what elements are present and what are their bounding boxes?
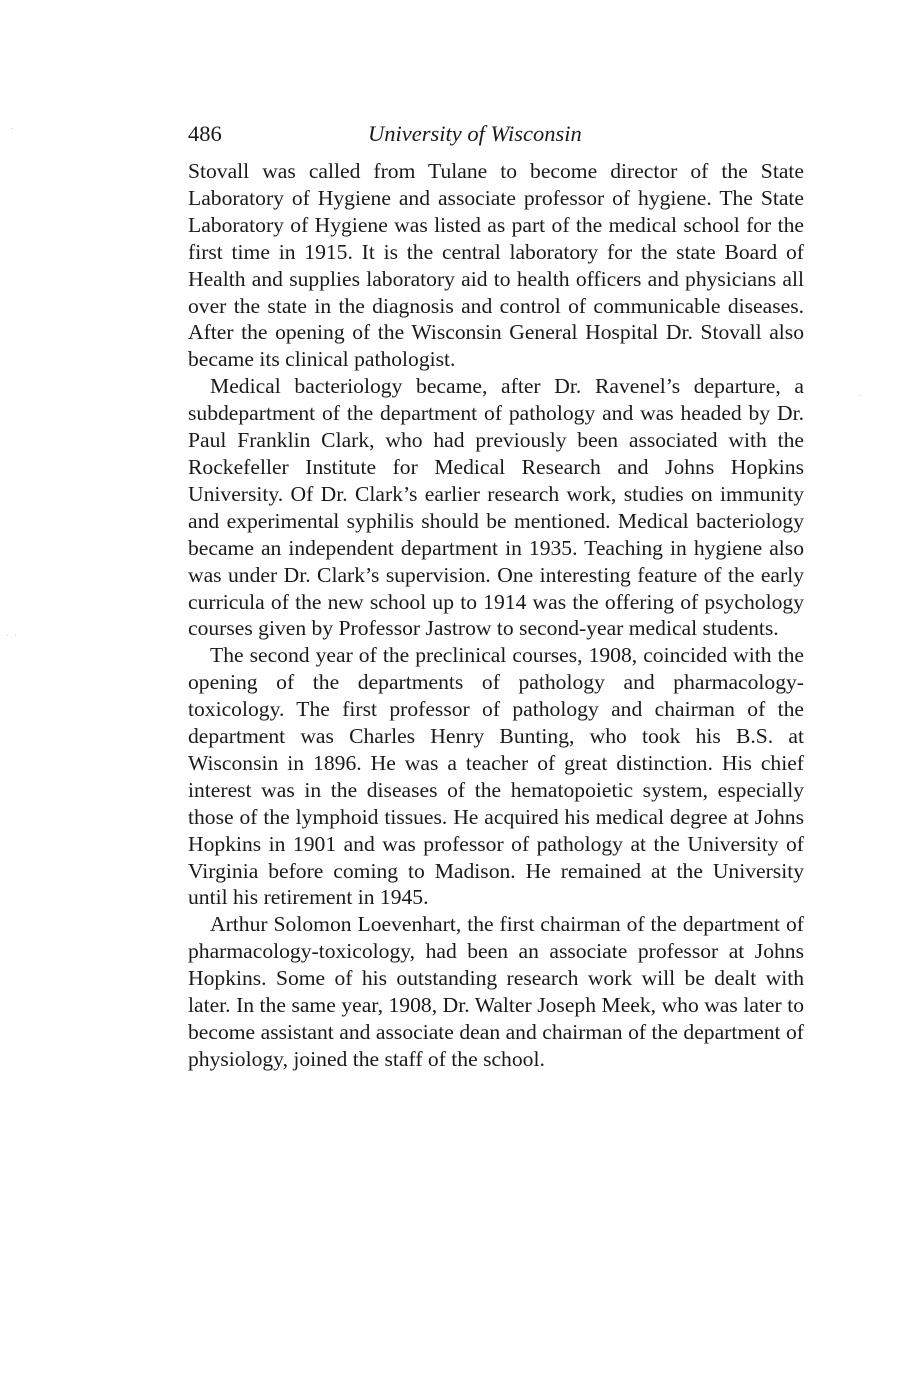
paragraph: Medical bacteriology became, after Dr. Ravenel’s departure, a subdepartment of the department of pathology and was headed by Dr. Paul Franklin Clark, who had previously been associated with the Rockefeller Institute for Medical Research and Johns Hopkins University. Of Dr. Clark’s earlier research work, studies on immunity and experimental syphilis should be mentioned. Medical bacteriology became an independent department in 1935. Teaching in hygiene also was under Dr. Clark’s supervision. One interesting feature of the early curricula of the new school up to 1914 was the offering of psychology courses given by Professor Jastrow to second-year medical students.: [188, 374, 804, 641]
running-title: University of Wisconsin: [368, 121, 582, 146]
paragraph: Arthur Solomon Loevenhart, the first chairman of the department of pharmacology-toxicology, had been an associate professor at Johns Hopkins. Some of his outstanding research work will be dealt with later. In the same year, 1908, Dr. Walter Joseph Meek, who was later to become assistant and associate dean and chairman of the department of physiology, joined the staff of the school.: [188, 912, 804, 1071]
paragraph: Stovall was called from Tulane to become director of the State Laboratory of Hygiene and associate professor of hygiene. The State Laboratory of Hygiene was listed as part of the medical school for the first time in 1915. It is the central laboratory for the state Board of Health and supplies laboratory aid to health officers and physicians all over the state in the diagnosis and control of communicable diseases. After the opening of the Wisconsin General Hospital Dr. Stovall also became its clinical pathologist.: [188, 159, 804, 372]
body-text: [188, 158, 804, 1073]
paragraph: The second year of the preclinical courses, 1908, coincided with the opening of the departments of pathology and pharmacology-toxicology. The first professor of pathology and chairman of the department was Charles Henry Bunting, who took his B.S. at Wisconsin in 1896. He was a teacher of great distinction. His chief interest was in the diseases of the hematopoietic system, especially those of the lymphoid tissues. He acquired his medical degree at Johns Hopkins in 1901 and was professor of pathology at the University of Virginia before coming to Madison. He remained at the University until his retirement in 1945.: [188, 643, 804, 910]
book-page: [188, 118, 804, 1073]
page-number: 486: [188, 121, 222, 146]
running-head: [188, 118, 804, 158]
